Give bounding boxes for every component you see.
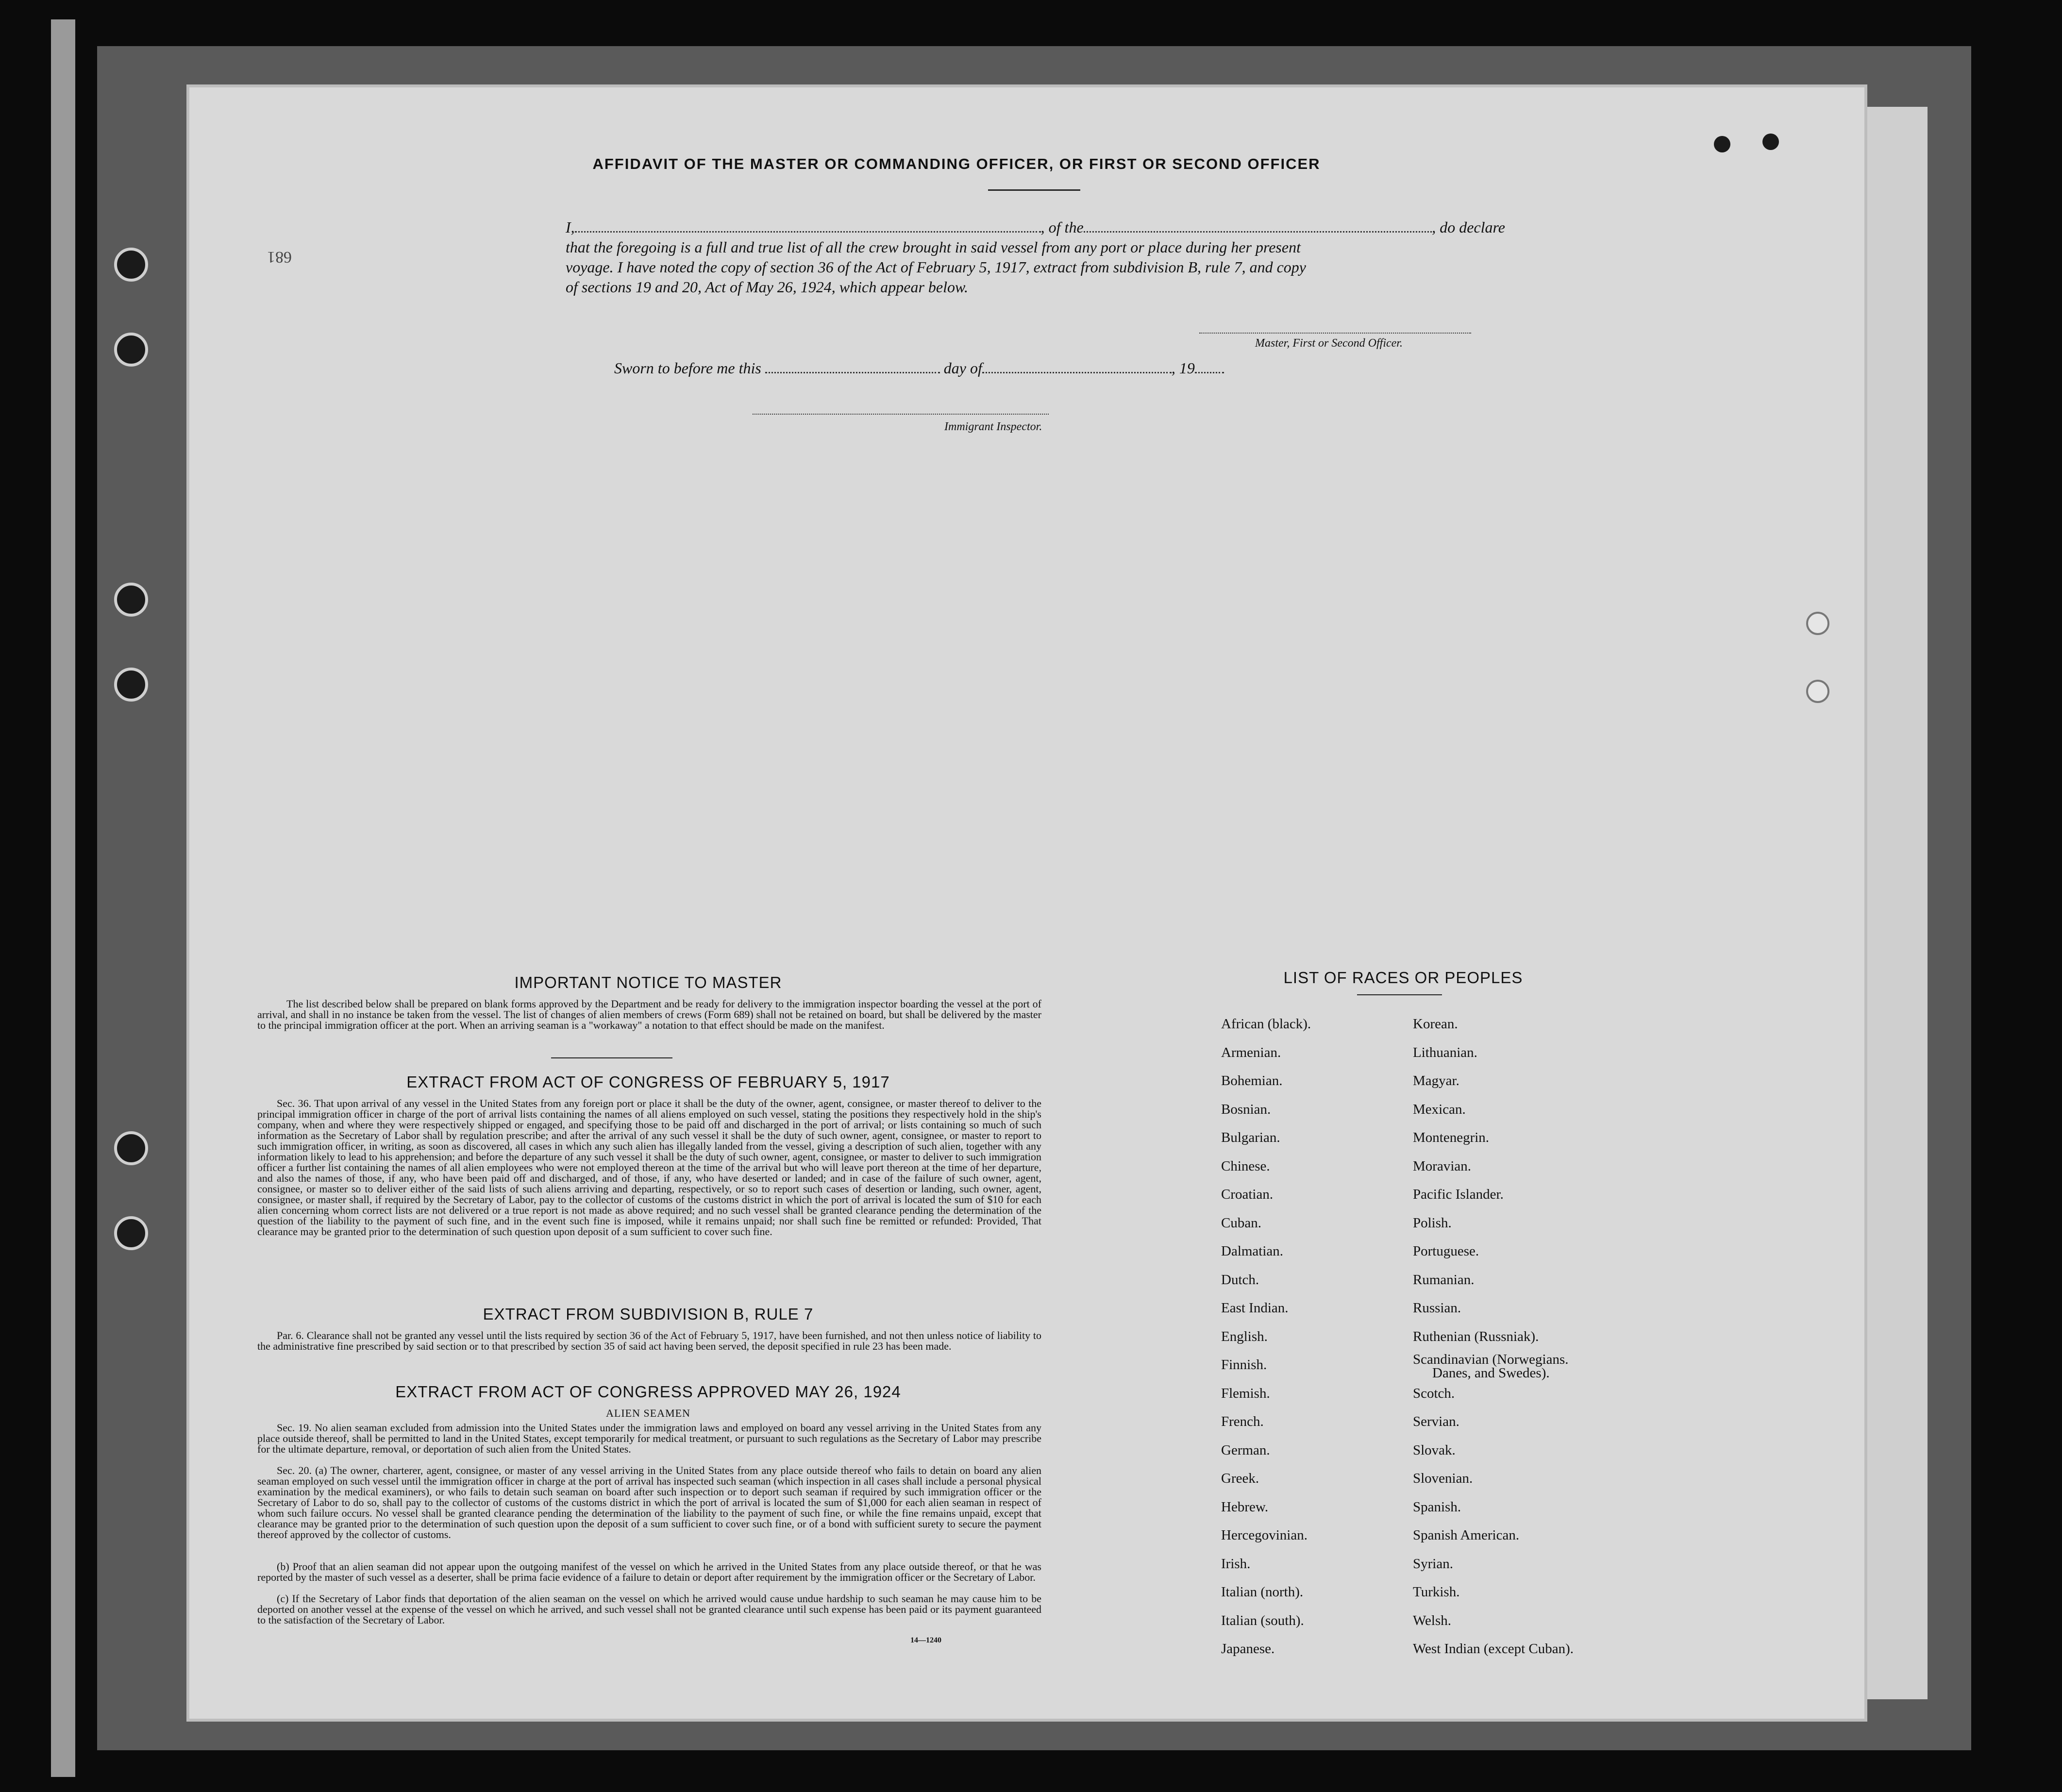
race-item: Italian (north). (1221, 1584, 1304, 1600)
race-item: Montenegrin. (1413, 1130, 1490, 1145)
race-item: Hebrew. (1221, 1499, 1269, 1515)
race-item: French. (1221, 1414, 1264, 1429)
corner-mark: 681 (267, 248, 292, 266)
race-item: West Indian (except Cuban). (1413, 1641, 1574, 1657)
race-item: Bosnian. (1221, 1101, 1271, 1117)
race-item (1413, 1351, 1574, 1379)
notice-title: IMPORTANT NOTICE TO MASTER (514, 973, 782, 991)
extract-1924-title: EXTRACT FROM ACT OF CONGRESS APPROVED MAY 26, 1924 (395, 1383, 901, 1401)
race-item: Finnish. (1221, 1357, 1267, 1373)
race-item: Servian. (1413, 1414, 1459, 1429)
race-item: Armenian. (1221, 1044, 1281, 1060)
race-item: Flemish. (1221, 1385, 1270, 1401)
declaration-line-4: of sections 19 and 20, Act of May 26, 1924, which appear below. (566, 278, 968, 296)
races-right-column (1413, 1010, 1574, 1663)
race-item: Slovenian. (1413, 1471, 1473, 1486)
page-hole (1806, 612, 1829, 635)
race-item: Irish. (1221, 1556, 1251, 1572)
extract-1917-title: EXTRACT FROM ACT OF CONGRESS OF FEBRUARY 5, 1917 (406, 1073, 890, 1091)
race-item: Bohemian. (1221, 1073, 1283, 1089)
notice-rule (551, 1057, 672, 1058)
sworn-day-blank[interactable] (765, 372, 940, 373)
races-title: LIST OF RACES OR PEOPLES (1283, 969, 1523, 987)
race-item: Dutch. (1221, 1272, 1259, 1288)
extract-1924-sec20b: (b) Proof that an alien seaman did not appear upon the outgoing manifest of the vessel on which he arrived in the United States from any place outside thereof, or that he was reported by the master of such vessel as a deserter, shall be prima facie evidence of a failure to detain or deport after requirement by the immigration officer or the Secretary of Labor. (257, 1560, 1041, 1583)
race-item: Spanish American. (1413, 1527, 1520, 1543)
master-caption: Master, First or Second Officer. (1255, 337, 1403, 350)
race-item: Ruthenian (Russniak). (1413, 1328, 1539, 1344)
race-item: Italian (south). (1221, 1612, 1304, 1628)
race-item: Korean. (1413, 1016, 1458, 1032)
form-number: 14—1240 (910, 1636, 941, 1644)
sworn-year-blank[interactable] (1195, 372, 1224, 373)
extract-1924-sec19: Sec. 19. No alien seaman excluded from admission into the United States under the immigration laws and employed on board any vessel arriving in the United States from any place outside thereof, shall be permitted to land in the United States, except temporarily for medical treatment, or pursuant to such regulations as the Secretary of Labor may prescribe for the ultimate departure, removal, or deportation of such alien from the United States. (257, 1422, 1041, 1455)
race-item: Bulgarian. (1221, 1130, 1280, 1145)
race-item: English. (1221, 1328, 1268, 1344)
races-rule (1357, 994, 1442, 995)
left-binding-strip (51, 19, 75, 1777)
inspector-caption: Immigrant Inspector. (944, 420, 1042, 433)
race-item: Turkish. (1413, 1584, 1460, 1600)
declaration-line-2: that the foregoing is a full and true list of all the crew brought in said vessel from any port or place during her present (566, 238, 1301, 256)
extract-1924-sec20a: Sec. 20. (a) The owner, charterer, agent, consignee, or master of any vessel arriving in the United States from any place outside thereof who fails to detain on board any alien seaman employed on such vessel until the immigration officer in charge at the port of arrival has inspected such seaman (which inspection in all cases shall include a personal physical examination by the medical examiners), or who fails to detain such seaman on board after such inspection or to deport such seaman if required by such immigration officer or the Secretary of Labor to do so, shall pay to the collector of customs of the customs district in which the port of arrival is located the sum of $1,000 for each alien seaman in respect of whom such failure occurs. No vessel shall be granted clearance pending the determination of the liability to the payment of such fine, or while the fine remains unpaid, except that clearance may be granted prior to the determination of such question upon the deposit of a sum sufficient to cover such fine, or of a bond with sufficient surety to secure the payment thereof approved by the collector of customs. (257, 1464, 1041, 1541)
rule7-title: EXTRACT FROM SUBDIVISION B, RULE 7 (483, 1305, 814, 1323)
extract-1917-body: Sec. 36. That upon arrival of any vessel in the United States from any foreign port or place it shall be the duty of the owner, agent, consignee, or master thereof to deliver to the principal immigration officer in charge of the port of arrival lists containing the names of all aliens employed on such vessel, stating the positions they respectively hold in the ship's company, when and where they were respectively shipped or engaged, and specifying those to be paid off and discharged in the port of arrival; or lists containing so much of such information as the Secretary of Labor shall by regulation prescribe; and after the arrival of any such vessel it shall be the duty of such owner, agent, consignee, or master to report to such immigration officer, in writing, as soon as discovered, all cases in which any such alien has illegally landed from the vessel, giving a description of such alien, together with any information likely to lead to his apprehension; and before the departure of any such vessel it shall be the duty of such owner, agent, consignee, or master to deliver to such immigration officer a further list containing the names of all alien employees who were not employed thereon at the time of the arrival but who will leave port thereon at the time of her departure, and also the names of those, if any, who have been paid off and discharged, and of those, if any, who have deserted or landed; and in case of the failure of such owner, agent, consignee, or master so to deliver either of the said lists of such aliens arriving and departing, respectively, or so to report such cases of desertion or landing, such owner, agent, consignee, or master shall, if required by the Secretary of Labor, pay to the collector of customs of the customs district in which the port of arrival is located the sum of $10 for each alien concerning whom correct lists are not delivered or a true report is not made as above required; and no such vessel shall be granted clearance pending the determination of the question of the liability to the payment of such fine, and in the event such fine is imposed, while it remains unpaid; nor shall such fine be remitted or refunded: Provided, That clearance may be granted prior to the determination of such question upon deposit of a sum sufficient to cover such fine. (257, 1097, 1041, 1238)
page-hole (1762, 134, 1779, 150)
inspector-signature-line[interactable] (753, 414, 1049, 415)
binder-hole (114, 333, 148, 367)
race-item: Chinese. (1221, 1158, 1270, 1174)
affidavit-title: AFFIDAVIT OF THE MASTER OR COMMANDING OFFICER, OR FIRST OR SECOND OFFICER (592, 155, 1321, 172)
race-item: Slovak. (1413, 1442, 1456, 1458)
race-item: Japanese. (1221, 1641, 1275, 1657)
race-item: Rumanian. (1413, 1272, 1475, 1288)
declaration-line-1: I, , of the , do declare (566, 218, 1505, 236)
notice-body: The list described below shall be prepared on blank forms approved by the Department and be ready for delivery to the immigration inspector boarding the vessel at the port of arrival, and shall in no instance be taken from the vessel. The list of changes of alien members of crews (Form 689) shall not be retained on board, but shall be delivered by the master to the principal immigration officer at the port. When an arriving seaman is a "workaway" a notation to that effect should be made on the manifest. (257, 998, 1041, 1031)
race-item: Greek. (1221, 1471, 1259, 1486)
race-item: Moravian. (1413, 1158, 1471, 1174)
race-item: Pacific Islander. (1413, 1187, 1504, 1202)
binder-hole (114, 1216, 148, 1250)
binder-hole (114, 248, 148, 282)
page-hole (1806, 680, 1829, 703)
race-item: Spanish. (1413, 1499, 1461, 1515)
race-item: Welsh. (1413, 1612, 1452, 1628)
race-item-line: Scandinavian (Norwegians. (1413, 1352, 1569, 1367)
race-item: East Indian. (1221, 1300, 1289, 1316)
race-item: Syrian. (1413, 1556, 1453, 1572)
binder-hole (114, 668, 148, 702)
races-left-column (1221, 1010, 1311, 1663)
race-item: Russian. (1413, 1300, 1461, 1316)
binder-hole (114, 583, 148, 617)
race-item: Cuban. (1221, 1215, 1261, 1231)
extract-1924-subtitle: ALIEN SEAMEN (606, 1407, 690, 1419)
form-page (189, 87, 1864, 1719)
race-item: Dalmatian. (1221, 1243, 1284, 1259)
sworn-month-blank[interactable] (982, 372, 1172, 373)
rule7-body: Par. 6. Clearance shall not be granted any vessel until the lists required by section 36 of the Act of February 5, 1917, have been furnished, and not then unless notice of liability to the administrative fine prescribed by said section or to that prescribed by section 35 of said act having been served, the deposit specified in rule 23 has been made. (257, 1329, 1041, 1352)
race-item-line: Danes, and Swedes). (1432, 1365, 1550, 1381)
race-item: Magyar. (1413, 1073, 1459, 1089)
title-rule (988, 189, 1080, 191)
sworn-line: Sworn to before me this day of , 19 (614, 359, 1224, 377)
name-blank[interactable] (575, 231, 1041, 233)
affidavit-declaration (566, 218, 1505, 297)
master-signature-line[interactable] (1199, 333, 1471, 334)
page-hole (1714, 136, 1730, 152)
race-item: Mexican. (1413, 1101, 1466, 1117)
declaration-line-3: voyage. I have noted the copy of section 36 of the Act of February 5, 1917, extract from subdivision B, rule 7, and copy (566, 258, 1306, 276)
binder-hole (114, 1131, 148, 1165)
race-item: German. (1221, 1442, 1270, 1458)
race-item: Lithuanian. (1413, 1044, 1477, 1060)
race-item: Hercegovinian. (1221, 1527, 1308, 1543)
race-item: Croatian. (1221, 1187, 1274, 1202)
race-item: Portuguese. (1413, 1243, 1479, 1259)
race-item: Polish. (1413, 1215, 1452, 1231)
race-item: African (black). (1221, 1016, 1311, 1032)
race-item: Scotch. (1413, 1385, 1455, 1401)
vessel-blank[interactable] (1084, 231, 1432, 233)
extract-1924-sec20c: (c) If the Secretary of Labor finds that deportation of the alien seaman on the vessel on which he arrived would cause undue hardship to such seaman he may cause him to be deported on another vessel at the expense of the vessel on which he arrived, and such vessel shall not be granted clearance until such expense has been paid or its payment guaranteed to the satisfaction of the Secretary of Labor. (257, 1592, 1041, 1626)
